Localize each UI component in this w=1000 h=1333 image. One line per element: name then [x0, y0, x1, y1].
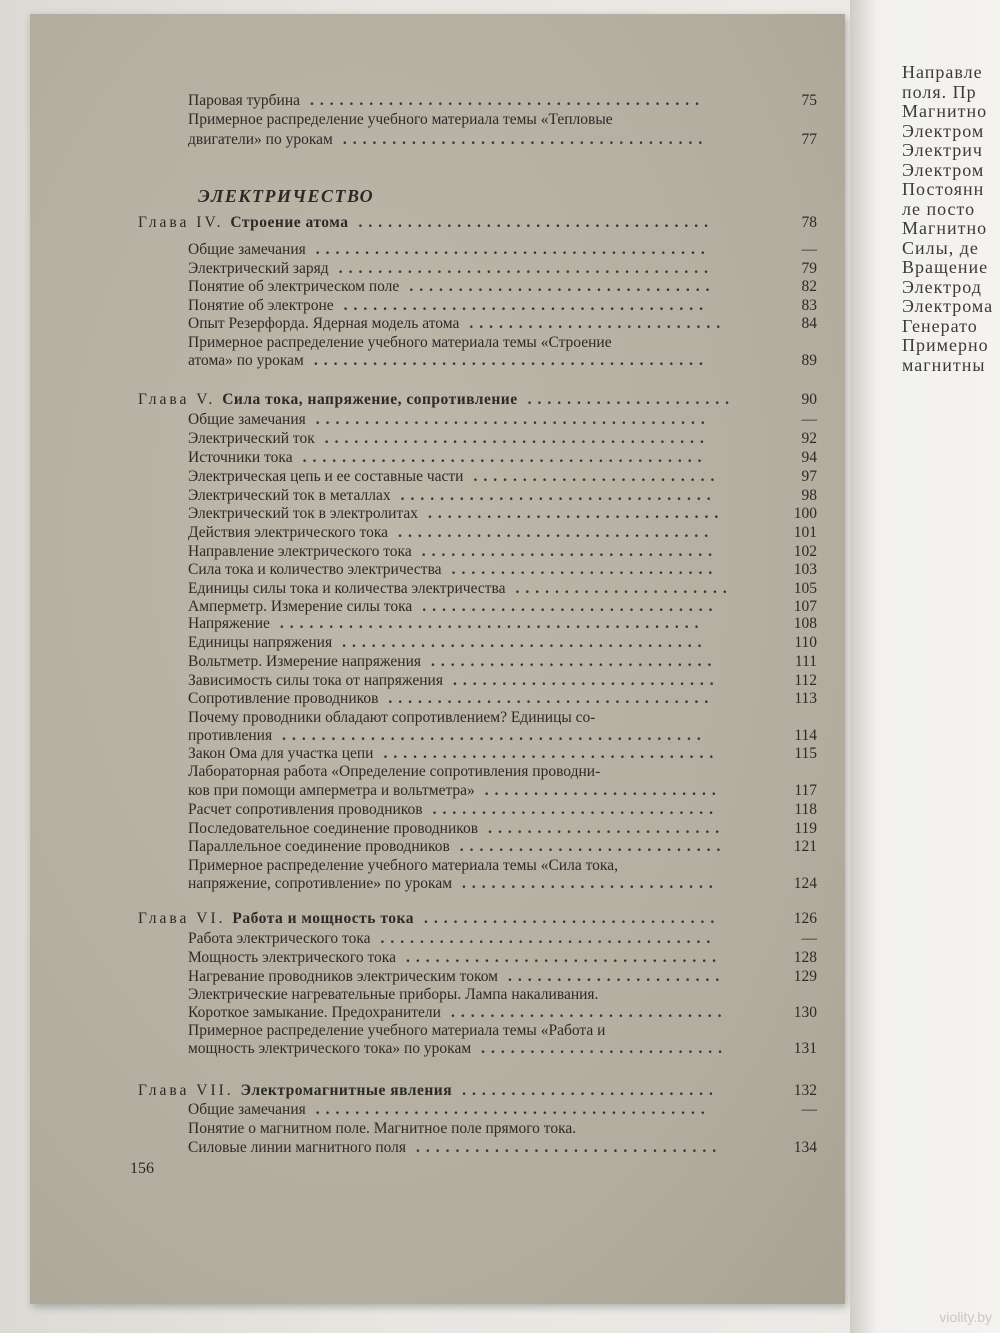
toc-entry	[30, 838, 845, 858]
toc-entry	[30, 949, 845, 969]
toc-page-number: 102	[793, 543, 817, 560]
toc-entry-text: мощность электрического тока» по урокам	[188, 1040, 472, 1057]
toc-entry-text: Электрический заряд	[188, 260, 329, 277]
toc-entry-text: Мощность электрического тока	[188, 949, 396, 966]
toc-entry-text: напряжение, сопротивление» по урокам	[188, 875, 453, 892]
toc-entry	[30, 653, 845, 673]
leader-dots: ................................	[405, 949, 722, 966]
toc-entry-text	[138, 1082, 452, 1100]
toc-entry-text: Зависимость силы тока от напряжения	[188, 672, 443, 689]
toc-entry	[30, 449, 845, 469]
toc-page-number: 134	[793, 1139, 817, 1156]
toc-page-number: 75	[801, 92, 817, 109]
toc-page-number: 82	[801, 278, 817, 295]
leader-dots: ..................................	[383, 745, 720, 762]
toc-entry	[30, 580, 845, 600]
leader-dots: ........................	[484, 782, 722, 799]
toc-entry	[30, 968, 845, 988]
toc-entry	[30, 260, 845, 280]
toc-entry-text: Электрическая цепь и ее составные части	[188, 468, 464, 485]
facing-page-line: Электром	[902, 159, 985, 180]
toc-entry-text: Электрические нагревательные приборы. Лампа накаливания.	[188, 986, 599, 1003]
toc-entry	[30, 1120, 845, 1140]
chapter-heading	[30, 910, 845, 930]
facing-page-line: Примерно	[902, 335, 989, 355]
toc-entry-text: Лабораторная работа «Определение сопротивления проводни-	[188, 763, 601, 780]
toc-page-number: 112	[794, 672, 817, 689]
leader-dots: ........................................	[315, 411, 711, 428]
leader-dots: ...........................................	[282, 727, 707, 744]
chapter-label: Глава VII.	[138, 1082, 241, 1099]
toc-entry-text: Примерное распределение учебного материала темы «Сила тока,	[188, 857, 618, 874]
toc-entry-text: Электрический ток в металлах	[188, 487, 391, 504]
toc-page-number: 115	[794, 745, 817, 762]
toc-page-number: 92	[801, 430, 817, 447]
facing-page-line: Электрод	[902, 276, 982, 297]
toc-entry-text: Единицы силы тока и количества электричества	[188, 580, 506, 597]
leader-dots: ....................................	[358, 214, 714, 231]
toc-entry-text	[138, 214, 348, 232]
toc-entry-text: Примерное распределение учебного материала темы «Тепловые	[188, 111, 613, 128]
leader-dots: ................................	[398, 524, 715, 541]
toc-entry	[30, 411, 845, 431]
toc-page-number: 77	[801, 131, 817, 148]
toc-page-number: 114	[794, 727, 817, 744]
toc-entry	[30, 543, 845, 563]
toc-entry	[30, 986, 845, 1006]
toc-entry-text: Сопротивление проводников	[188, 690, 379, 707]
toc-page-number: —	[801, 241, 817, 258]
toc-entry	[30, 801, 845, 821]
leader-dots: ...........................	[459, 838, 727, 855]
toc-entry-text: атома» по урокам	[188, 352, 304, 369]
toc-page-number: —	[801, 411, 817, 428]
toc-entry	[30, 297, 845, 317]
toc-entry	[30, 334, 845, 354]
leader-dots: ........................................	[313, 352, 709, 369]
toc-page-number: 78	[801, 214, 817, 231]
leader-dots: ...............................	[416, 1139, 723, 1156]
toc-entry-text: Работа электрического тока	[188, 930, 371, 947]
toc-entry	[30, 782, 845, 802]
toc-page-number: 128	[793, 949, 817, 966]
toc-entry	[30, 315, 845, 335]
leader-dots: .....................................	[342, 131, 709, 148]
toc-page-number: —	[801, 930, 817, 947]
toc-entry	[30, 430, 845, 450]
leader-dots: ..............................	[422, 598, 719, 615]
toc-page-number: 119	[794, 820, 817, 837]
toc-page-number: 98	[801, 487, 817, 504]
leader-dots: ........................................	[310, 92, 705, 109]
leader-dots: ...........................................	[279, 615, 705, 632]
leader-dots: ............................	[450, 1004, 728, 1021]
toc-page-number: 132	[793, 1082, 817, 1099]
leader-dots: .....................................	[342, 634, 708, 651]
toc-page-number: 89	[801, 352, 817, 369]
chapter-heading	[30, 214, 845, 234]
leader-dots: .........................	[473, 468, 721, 485]
facing-page-line: Вращение	[902, 257, 989, 277]
toc-entry-text: Опыт Резерфорда. Ядерная модель атома	[188, 315, 460, 332]
leader-dots: ................................	[400, 487, 717, 504]
toc-entry	[30, 690, 845, 710]
toc-page-number: 124	[793, 875, 817, 892]
facing-page-line: поля. Пр	[902, 81, 977, 102]
toc-entry-text: Источники тока	[188, 449, 293, 466]
toc-entry	[30, 820, 845, 840]
toc-page-number: 105	[793, 580, 817, 597]
facing-page-line: Генерато	[902, 315, 978, 336]
toc-entry	[30, 763, 845, 783]
toc-entry-text: Паровая турбина	[188, 92, 300, 109]
toc-page-number: 126	[793, 910, 817, 927]
chapter-title: Сила тока, напряжение, сопротивление	[222, 391, 518, 408]
toc-page-number: 103	[793, 561, 817, 578]
chapter-heading	[30, 391, 845, 411]
toc-entry	[30, 278, 845, 298]
book-page	[30, 14, 845, 1304]
chapter-label: Глава IV.	[138, 214, 231, 231]
leader-dots: ..............................	[421, 543, 718, 560]
toc-entry	[30, 857, 845, 877]
leader-dots: ..........................	[462, 875, 719, 892]
facing-page-line: Электрома	[902, 296, 994, 316]
facing-page-line: Электрич	[902, 140, 983, 160]
toc-entry-text: Понятие об электроне	[188, 297, 334, 314]
toc-entry-text: Сила тока и количество электричества	[188, 561, 442, 578]
toc-page-number: 84	[801, 315, 817, 332]
toc-entry-text: Почему проводники обладают сопротивлением? Единицы со-	[188, 709, 596, 726]
toc-entry	[30, 1139, 845, 1159]
toc-entry-text: Общие замечания	[188, 411, 306, 428]
page-number: 156	[130, 1160, 154, 1177]
toc-entry-text: Понятие о магнитном поле. Магнитное поле прямого тока.	[188, 1120, 577, 1137]
leader-dots: .....................	[527, 391, 735, 408]
toc-entry	[30, 505, 845, 525]
facing-page-line: Постоянн	[902, 179, 985, 199]
toc-entry-text: Напряжение	[188, 615, 270, 632]
facing-page	[850, 0, 1000, 1333]
toc-entry	[30, 727, 845, 747]
facing-page-line: Электром	[902, 120, 985, 141]
chapter-label: Глава VI.	[138, 910, 233, 927]
toc-entry	[30, 875, 845, 895]
toc-page-number: 129	[793, 968, 817, 985]
toc-entry-text: Действия электрического тока	[188, 524, 389, 541]
toc-entry	[30, 487, 845, 507]
toc-entry	[30, 92, 845, 112]
toc-page-number: 131	[793, 1040, 817, 1057]
facing-page-line: Силы, де	[902, 237, 979, 258]
toc-entry	[30, 745, 845, 765]
toc-entry-text: Понятие об электрическом поле	[188, 278, 400, 295]
leader-dots: ..........................	[469, 315, 727, 332]
toc-entry	[30, 352, 845, 372]
chapter-heading	[30, 1082, 845, 1102]
leader-dots: ......................................	[338, 260, 714, 277]
toc-entry	[30, 561, 845, 581]
toc-entry	[30, 1004, 845, 1024]
toc-entry-text: Электрический ток	[188, 430, 315, 447]
toc-entry-text: двигатели» по урокам	[188, 131, 333, 148]
toc-page-number: 100	[793, 505, 817, 522]
toc-page-number: 79	[801, 260, 817, 277]
chapter-title: Электромагнитные явления	[240, 1082, 453, 1099]
toc-entry-text: Направление электрического тока	[188, 543, 412, 560]
toc-entry	[30, 1101, 845, 1121]
facing-page-line: Магнитно	[902, 101, 988, 121]
facing-page-line: Направле	[902, 62, 983, 82]
toc-page-number: 101	[793, 524, 817, 541]
section-title: ЭЛЕКТРИЧЕСТВО	[198, 186, 375, 206]
toc-page-number: 94	[801, 449, 817, 466]
toc-entry	[30, 1022, 845, 1042]
toc-entry	[30, 615, 845, 635]
toc-page-number: 121	[793, 838, 817, 855]
toc-page-number: 111	[794, 653, 817, 670]
leader-dots: .............................	[431, 653, 718, 670]
toc-entry	[30, 111, 845, 131]
toc-entry	[30, 930, 845, 950]
toc-page-number: 117	[794, 782, 817, 799]
leader-dots: ..........................	[462, 1082, 719, 1099]
leader-dots: ......................	[515, 580, 733, 597]
chapter-title: Работа и мощность тока	[232, 910, 414, 927]
toc-entry-text: противления	[188, 727, 273, 744]
toc-entry-text: Вольтметр. Измерение напряжения	[188, 653, 422, 670]
leader-dots: ........................................	[315, 1101, 711, 1118]
toc-page-number: 107	[793, 598, 817, 615]
toc-page-number: —	[801, 1101, 817, 1118]
toc-entry	[30, 634, 845, 654]
toc-page-number: 90	[801, 391, 817, 408]
leader-dots: .................................	[388, 690, 715, 707]
toc-page-number: 118	[794, 801, 817, 818]
leader-dots: ........................................	[315, 241, 711, 258]
toc-entry-text	[138, 910, 414, 928]
leader-dots: .........................	[481, 1040, 729, 1057]
leader-dots: ...........................	[453, 672, 720, 689]
toc-entry-text: Примерное распределение учебного материала темы «Работа и	[188, 1022, 606, 1039]
leader-dots: ...............................	[409, 278, 716, 295]
toc-entry-text: Электрический ток в электролитах	[188, 505, 419, 522]
toc-entry-text: Закон Ома для участка цепи	[188, 745, 374, 762]
toc-page-number: 108	[793, 615, 817, 632]
leader-dots: ......................	[507, 968, 726, 985]
leader-dots: .....................................	[343, 297, 710, 314]
toc-entry-text: Примерное распределение учебного материала темы «Строение	[188, 334, 612, 351]
toc-page-number: 110	[794, 634, 817, 651]
toc-entry-text	[138, 391, 518, 409]
toc-entry-text: Амперметр. Измерение силы тока	[188, 598, 413, 615]
leader-dots: ..............................	[428, 505, 725, 522]
leader-dots: ...........................	[451, 561, 719, 578]
facing-page-line: ле посто	[902, 198, 976, 219]
toc-entry-text: Единицы напряжения	[188, 634, 333, 651]
toc-entry	[30, 241, 845, 261]
toc-entry-text: Нагревание проводников электрическим током	[188, 968, 498, 985]
leader-dots: ..............................	[423, 910, 721, 927]
toc-entry	[30, 131, 845, 151]
toc-entry	[30, 468, 845, 488]
chapter-label: Глава V.	[138, 391, 223, 408]
toc-entry	[30, 709, 845, 729]
leader-dots: ........................	[488, 820, 726, 837]
toc-entry-text: Расчет сопротивления проводников	[188, 801, 423, 818]
toc-entry-text: Общие замечания	[188, 1101, 306, 1118]
toc-entry-text: Последовательное соединение проводников	[188, 820, 479, 837]
toc-page-number: 130	[793, 1004, 817, 1021]
chapter-title: Строение атома	[230, 214, 349, 231]
watermark: violity.by	[939, 1309, 992, 1325]
facing-page-line: Магнитно	[902, 218, 988, 238]
toc-entry-text: Общие замечания	[188, 241, 306, 258]
toc-page-number: 113	[794, 690, 817, 707]
leader-dots: .............................	[432, 801, 719, 818]
toc-page-number: 83	[801, 297, 817, 314]
toc-entry-text: Параллельное соединение проводников	[188, 838, 450, 855]
leader-dots: .......................................	[324, 430, 710, 447]
leader-dots: ..................................	[380, 930, 717, 947]
toc-entry-text: ков при помощи амперметра и вольтметра»	[188, 782, 475, 799]
toc-entry	[30, 1040, 845, 1060]
toc-page-number: 97	[801, 468, 817, 485]
facing-page-line: магнитны	[902, 354, 986, 375]
leader-dots: .........................................	[302, 449, 708, 466]
toc-entry	[30, 524, 845, 544]
toc-entry	[30, 672, 845, 692]
toc-entry-text: Короткое замыкание. Предохранители	[188, 1004, 441, 1021]
toc-entry-text: Силовые линии магнитного поля	[188, 1139, 407, 1156]
